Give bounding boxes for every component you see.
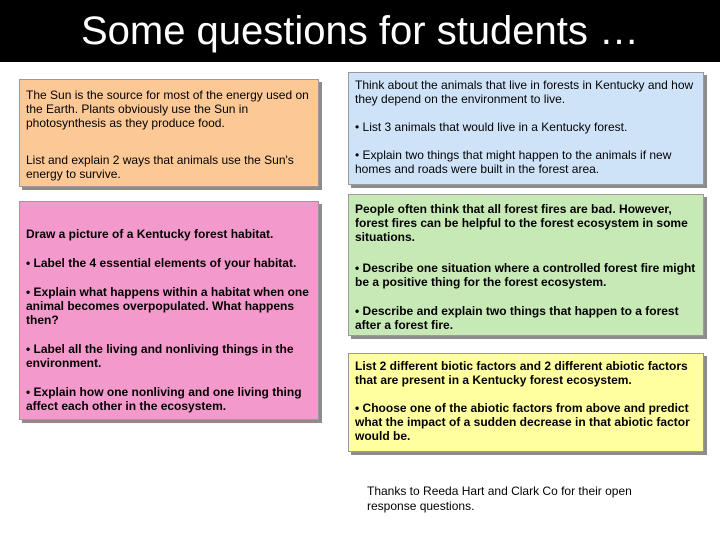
habitat-draw-prompt: Draw a picture of a Kentucky forest habitat. bbox=[26, 227, 274, 241]
factors-list-prompt: List 2 different biotic factors and 2 different abiotic factors that are present in a Kentucky forest ecosystem. bbox=[355, 359, 688, 387]
forest-fire-after-prompt: • Describe and explain two things that happen to a forest after a forest fire. bbox=[355, 304, 679, 332]
habitat-interaction-prompt: • Explain how one nonliving and one living thing affect each other in the ecosystem. bbox=[26, 385, 302, 413]
habitat-living-nonliving-prompt: • Label all the living and nonliving things in the environment. bbox=[26, 342, 294, 370]
forest-animals-question-box bbox=[348, 72, 704, 185]
forest-fire-intro: People often think that all forest fires are bad. However, forest fires can be helpful to the forest ecosystem in some situations. bbox=[355, 202, 688, 244]
forest-animals-list-prompt: • List 3 animals that would live in a Kentucky forest. bbox=[355, 120, 628, 134]
sun-energy-intro: The Sun is the source for most of the energy used on the Earth. Plants obviously use the Sun in photosynthesis as they produce food. bbox=[26, 88, 309, 130]
forest-fire-controlled-prompt: • Describe one situation where a controlled forest fire might be a positive thing for the forest ecosystem. bbox=[355, 261, 696, 289]
factors-predict-prompt: • Choose one of the abiotic factors from above and predict what the impact of a sudden decrease in that abiotic factor would be. bbox=[355, 401, 690, 443]
habitat-label-prompt: • Label the 4 essential elements of your habitat. bbox=[26, 256, 297, 270]
habitat-overpopulation-prompt: • Explain what happens within a habitat when one animal becomes overpopulated. What happens then? bbox=[26, 285, 309, 327]
credits-note: Thanks to Reeda Hart and Clark Co for their open response questions. bbox=[367, 484, 632, 513]
habitat-question-box bbox=[19, 201, 319, 420]
forest-fire-question-box bbox=[348, 194, 704, 336]
slide-title: Some questions for students … bbox=[0, 0, 720, 62]
forest-animals-intro: Think about the animals that live in forests in Kentucky and how they depend on the environment to live. bbox=[355, 78, 694, 106]
ecosystem-factors-question-box bbox=[348, 353, 704, 452]
sun-energy-prompt: List and explain 2 ways that animals use the Sun's energy to survive. bbox=[26, 153, 294, 181]
forest-animals-explain-prompt: • Explain two things that might happen to the animals if new homes and roads were built in the forest area. bbox=[355, 148, 672, 176]
sun-energy-question-box bbox=[19, 79, 319, 187]
